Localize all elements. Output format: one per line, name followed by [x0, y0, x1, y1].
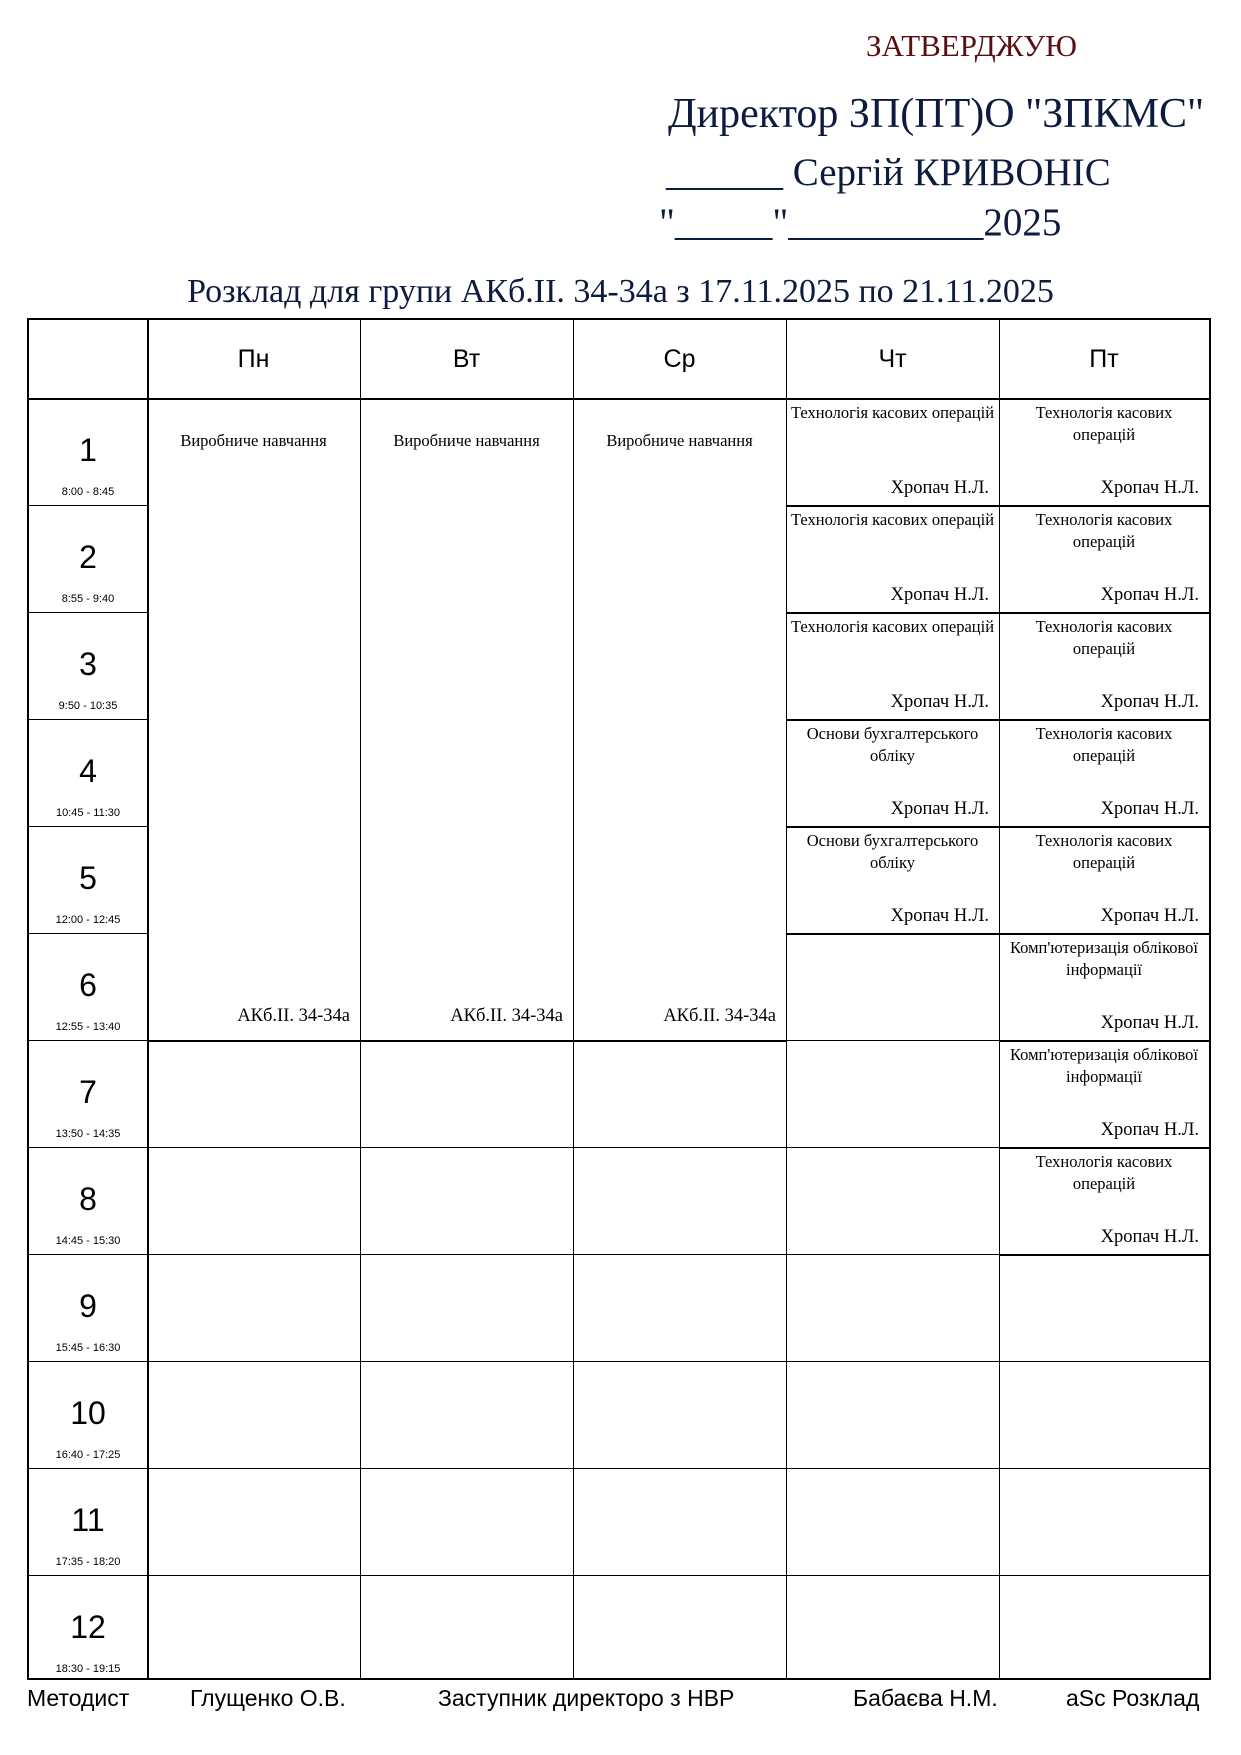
lesson-teacher: Хропач Н.Л.: [1100, 1120, 1199, 1140]
deputy-name: Бабаєва Н.М.: [853, 1685, 998, 1711]
software-label: aSc Розклад: [1066, 1685, 1200, 1711]
practice-block: [147, 400, 360, 1120]
practice-group: АКб.ІІ. 34-34а: [450, 1006, 563, 1026]
row-divider: [573, 1575, 786, 1576]
signature-line: ______ Сергій КРИВОНІС: [666, 151, 1111, 194]
lesson-subject: Технологія касових операцій: [790, 510, 995, 529]
lesson-subject: Основи бухгалтерського обліку: [806, 724, 979, 765]
lesson-subject: Технологія касових операцій: [1035, 510, 1173, 551]
period-cell: [29, 1254, 147, 1361]
schedule-grid: [27, 318, 1211, 1680]
lesson-teacher: Хропач Н.Л.: [1100, 478, 1199, 498]
period-number: 5: [79, 860, 97, 896]
lesson-teacher: Хропач Н.Л.: [890, 906, 989, 926]
period-number: 7: [79, 1074, 97, 1110]
period-number: 3: [79, 646, 97, 682]
row-divider: [29, 1575, 147, 1576]
row-divider: [573, 1254, 786, 1255]
row-divider: [29, 612, 147, 613]
period-time: 12:00 - 12:45: [55, 914, 121, 926]
day-header: Пн: [237, 344, 270, 373]
row-divider: [29, 1147, 147, 1148]
practice-block: [573, 400, 786, 1120]
period-time: 12:55 - 13:40: [55, 1021, 121, 1033]
period-number: 11: [71, 1502, 105, 1538]
lesson-teacher: Хропач Н.Л.: [1100, 906, 1199, 926]
methodist-name: Глущенко О.В.: [190, 1685, 346, 1711]
period-cell: [29, 505, 147, 612]
row-divider: [360, 1361, 573, 1362]
row-divider: [573, 1361, 786, 1362]
row-divider: [147, 1254, 360, 1255]
period-time: 17:35 - 18:20: [55, 1556, 121, 1568]
lesson-cell: [999, 1040, 1209, 1147]
period-time: 8:00 - 8:45: [61, 486, 115, 498]
row-divider: [29, 826, 147, 827]
period-number: 6: [79, 967, 97, 1003]
period-cell: [29, 1468, 147, 1575]
period-cell: [29, 1040, 147, 1147]
period-cell: [29, 1575, 147, 1682]
lesson-teacher: Хропач Н.Л.: [1100, 1227, 1199, 1247]
row-divider: [147, 1147, 360, 1148]
period-time: 16:40 - 17:25: [55, 1449, 121, 1461]
lesson-cell: [999, 826, 1209, 933]
row-divider: [29, 1254, 147, 1255]
row-divider: [573, 1468, 786, 1469]
period-time: 13:50 - 14:35: [55, 1128, 121, 1140]
lesson-cell: [786, 719, 999, 826]
row-divider: [29, 1361, 147, 1362]
lesson-cell: [786, 505, 999, 612]
row-divider: [786, 933, 999, 935]
lesson-subject: Технологія касових операцій: [790, 617, 995, 636]
approve-label: ЗАТВЕРДЖУЮ: [866, 28, 1077, 63]
period-number: 8: [79, 1181, 97, 1217]
lesson-cell: [999, 1147, 1209, 1254]
row-divider: [573, 1147, 786, 1148]
practice-group: АКб.ІІ. 34-34а: [663, 1006, 776, 1026]
row-divider: [360, 1575, 573, 1576]
lesson-teacher: Хропач Н.Л.: [1100, 692, 1199, 712]
lesson-teacher: Хропач Н.Л.: [890, 692, 989, 712]
lesson-subject: Технологія касових операцій: [790, 403, 995, 422]
row-divider: [786, 1147, 999, 1148]
period-time: 15:45 - 16:30: [55, 1342, 121, 1354]
row-divider: [786, 1040, 999, 1041]
period-number: 4: [79, 753, 97, 789]
methodist-label: Методист: [27, 1685, 130, 1711]
period-time: 9:50 - 10:35: [58, 700, 118, 712]
lesson-subject: Комп'ютеризація облікової інформації: [1009, 938, 1199, 979]
row-divider: [29, 719, 147, 720]
row-divider: [786, 1575, 999, 1576]
day-header: Чт: [878, 344, 907, 373]
period-cell: [29, 1361, 147, 1468]
lesson-cell: [999, 933, 1209, 1040]
lesson-cell: [999, 398, 1209, 505]
period-time: 10:45 - 11:30: [55, 807, 120, 819]
day-header: Вт: [452, 344, 481, 373]
director-title: Директор ЗП(ПТ)О "ЗПКМС": [668, 91, 1205, 137]
lesson-teacher: Хропач Н.Л.: [1100, 1013, 1199, 1033]
practice-subject: Виробниче навчання: [393, 431, 540, 450]
day-header: Пт: [1089, 344, 1119, 373]
row-divider: [29, 933, 147, 934]
row-divider: [29, 505, 147, 506]
period-time: 18:30 - 19:15: [55, 1663, 121, 1675]
period-time: 8:55 - 9:40: [61, 593, 115, 605]
lesson-subject: Технологія касових операцій: [1035, 724, 1173, 765]
lesson-cell: [786, 398, 999, 505]
row-divider: [360, 1147, 573, 1148]
lesson-cell: [999, 612, 1209, 719]
period-number: 9: [79, 1288, 97, 1324]
period-number: 12: [70, 1609, 106, 1645]
deputy-label: Заступник директоро з НВР: [438, 1685, 735, 1711]
lesson-teacher: Хропач Н.Л.: [1100, 585, 1199, 605]
row-divider: [147, 1575, 360, 1576]
row-divider: [147, 1361, 360, 1362]
period-cell: [29, 1147, 147, 1254]
lesson-subject: Технологія касових операцій: [1035, 403, 1173, 444]
row-divider: [786, 1468, 999, 1469]
lesson-subject: Основи бухгалтерського обліку: [806, 831, 979, 872]
date-line: "_____"__________2025: [659, 201, 1062, 244]
row-divider: [999, 1468, 1209, 1469]
lesson-cell: [786, 826, 999, 933]
practice-group: АКб.ІІ. 34-34а: [237, 1006, 350, 1026]
row-divider: [999, 1361, 1209, 1362]
period-cell: [29, 719, 147, 826]
schedule-title: Розклад для групи АКб.ІІ. 34-34а з 17.11.2025 по 21.11.2025: [187, 273, 1054, 310]
practice-subject: Виробниче навчання: [180, 431, 327, 450]
lesson-cell: [786, 612, 999, 719]
lesson-teacher: Хропач Н.Л.: [890, 585, 989, 605]
lesson-subject: Комп'ютеризація облікової інформації: [1009, 1045, 1199, 1086]
lesson-teacher: Хропач Н.Л.: [890, 799, 989, 819]
day-header: Ср: [663, 344, 696, 373]
row-divider: [147, 1468, 360, 1469]
row-divider: [999, 1575, 1209, 1576]
row-divider: [29, 1040, 147, 1041]
period-time: 14:45 - 15:30: [55, 1235, 121, 1247]
period-cell: [29, 612, 147, 719]
practice-block: [360, 400, 573, 1120]
period-cell: [29, 826, 147, 933]
row-divider: [999, 1254, 1209, 1256]
period-number: 2: [79, 539, 97, 575]
row-divider: [786, 1361, 999, 1362]
lesson-subject: Технологія касових операцій: [1035, 1152, 1173, 1193]
lesson-subject: Технологія касових операцій: [1035, 831, 1173, 872]
period-number: 1: [79, 432, 97, 468]
row-divider: [786, 1254, 999, 1255]
row-divider: [360, 1254, 573, 1255]
row-divider: [29, 1468, 147, 1469]
lesson-teacher: Хропач Н.Л.: [1100, 799, 1199, 819]
lesson-cell: [999, 505, 1209, 612]
lesson-subject: Технологія касових операцій: [1035, 617, 1173, 658]
period-number: 10: [70, 1395, 106, 1431]
lesson-cell: [999, 719, 1209, 826]
period-cell: [29, 398, 147, 505]
lesson-teacher: Хропач Н.Л.: [890, 478, 989, 498]
row-divider: [360, 1468, 573, 1469]
period-cell: [29, 933, 147, 1040]
practice-subject: Виробниче навчання: [606, 431, 753, 450]
